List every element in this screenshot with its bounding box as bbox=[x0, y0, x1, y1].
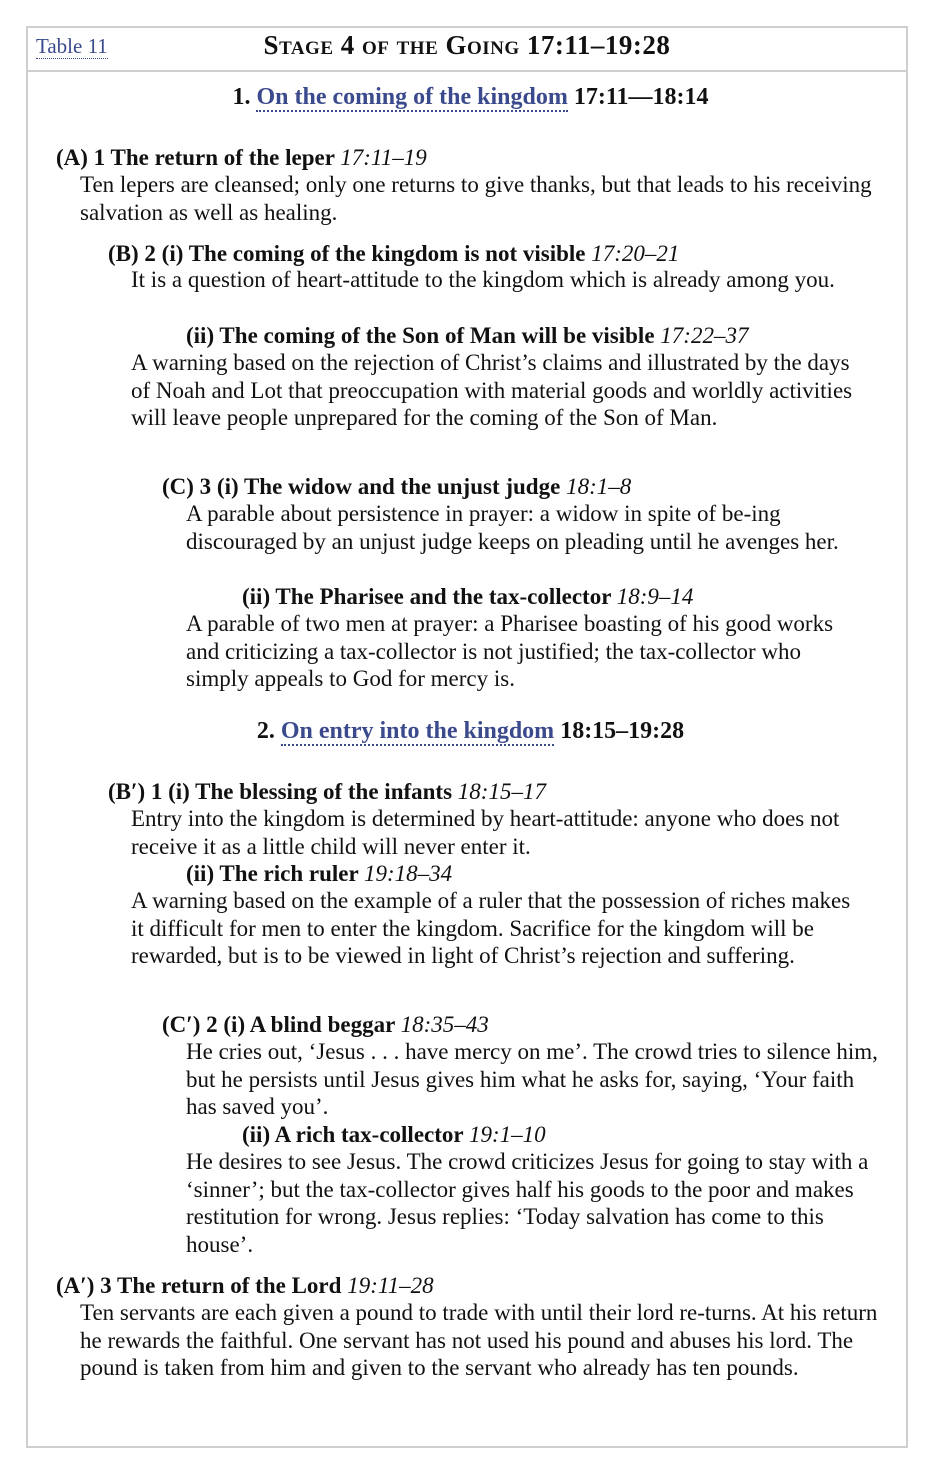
entry-bprime1-ref: 18:15–17 bbox=[457, 779, 546, 804]
section-2-number: 2. bbox=[256, 718, 275, 744]
table-title: Stage 4 of the Going 17:11–19:28 bbox=[263, 30, 671, 60]
entry-aprime-ref: 19:11–28 bbox=[347, 1273, 434, 1298]
entry-c2-heading bbox=[242, 583, 693, 610]
entry-aprime-heading bbox=[56, 1272, 434, 1299]
entry-b1-ref: 17:20–21 bbox=[591, 241, 680, 266]
entry-bprime1-title: (B′) 1 (i) The blessing of the infants bbox=[108, 779, 453, 804]
section-1-ref: 17:11—18:14 bbox=[573, 84, 709, 110]
entry-cprime2-ref: 19:1–10 bbox=[468, 1122, 546, 1147]
entry-a-text: Ten lepers are cleansed; only one returns to give thanks, but that leads to his receiving salvation as well as healing. bbox=[80, 172, 872, 225]
entry-cprime2-title: (ii) A rich tax-collector bbox=[242, 1122, 464, 1147]
section-1-number: 1. bbox=[232, 84, 251, 110]
entry-c2-ref: 18:9–14 bbox=[616, 584, 694, 609]
entry-b2-title: (ii) The coming of the Son of Man will be visible bbox=[186, 323, 655, 348]
entry-c1-text: A parable about persistence in prayer: a widow in spite of be-ing discouraged by an unjust judge keeps on pleading until he avenges her. bbox=[186, 501, 839, 554]
entry-c1-title: (C) 3 (i) The widow and the unjust judge bbox=[162, 474, 561, 499]
entry-b1-title: (B) 2 (i) The coming of the kingdom is not visible bbox=[108, 241, 586, 266]
entry-bprime2-text: A warning based on the example of a ruler that the possession of riches makes it difficult for men to enter the kingdom. Sacrifice for the kingdom will be rewarded, but is to be viewed in light of Christ’s rejection and suffering. bbox=[131, 888, 851, 969]
entry-b1-text: It is a question of heart-attitude to the kingdom which is already among you. bbox=[131, 267, 835, 292]
entry-b1-heading bbox=[108, 240, 679, 267]
entry-bprime2-heading bbox=[186, 860, 452, 887]
entry-cprime2-heading bbox=[242, 1121, 546, 1148]
entry-c1-heading bbox=[162, 473, 631, 500]
entry-c2-text: A parable of two men at prayer: a Pharisee boasting of his good works and criticizing a tax-collector is not justified; the tax-collector who simply appeals to God for mercy is. bbox=[186, 611, 834, 692]
entry-cprime1-title: (C′) 2 (i) A blind beggar bbox=[162, 1012, 395, 1037]
entry-aprime-title: (A′) 3 The return of the Lord bbox=[56, 1273, 342, 1298]
entry-c2-title: (ii) The Pharisee and the tax-collector bbox=[242, 584, 611, 609]
entry-a-heading bbox=[56, 144, 427, 171]
table-label-link[interactable]: Table 11 bbox=[36, 34, 108, 58]
section-1-heading bbox=[0, 84, 941, 111]
entry-bprime2-ref: 19:18–34 bbox=[364, 861, 453, 886]
entry-bprime1-text: Entry into the kingdom is determined by heart-attitude: anyone who does not receive it as a little child will never enter it. bbox=[131, 806, 840, 859]
table-header bbox=[28, 28, 906, 72]
section-2-ref: 18:15–19:28 bbox=[560, 718, 685, 744]
entry-cprime1-text: He cries out, ‘Jesus . . . have mercy on me’. The crowd tries to silence him, but he persists until Jesus gives him what he asks for, saying, ‘Your faith has saved you’. bbox=[186, 1039, 878, 1120]
entry-b2-heading bbox=[186, 322, 748, 349]
section-2-heading bbox=[0, 718, 941, 745]
entry-a-ref: 17:11–19 bbox=[340, 145, 427, 170]
section-2-link[interactable]: On entry into the kingdom bbox=[280, 718, 555, 744]
entry-bprime2-title: (ii) The rich ruler bbox=[186, 861, 359, 886]
entry-cprime2-text: He desires to see Jesus. The crowd criticizes Jesus for going to stay with a ‘sinner’; but the tax-collector gives half his goods to the poor and makes restitution for wrong. Jesus replies: ‘Today salvation has come to this house’. bbox=[186, 1149, 869, 1257]
entry-cprime1-ref: 18:35–43 bbox=[400, 1012, 489, 1037]
entry-a-title: (A) 1 The return of the leper bbox=[56, 145, 335, 170]
entry-b2-ref: 17:22–37 bbox=[660, 323, 749, 348]
section-1-link[interactable]: On the coming of the kingdom bbox=[256, 84, 568, 110]
entry-bprime1-heading bbox=[108, 778, 546, 805]
entry-b2-text: A warning based on the rejection of Christ’s claims and illustrated by the days of Noah and Lot that preoccupation with material goods and worldly activities will leave people unprepared for the coming of the Son of Man. bbox=[131, 350, 853, 431]
entry-aprime-text: Ten servants are each given a pound to trade with until their lord re-turns. At his return he rewards the faithful. One servant has not used his pound and abuses his lord. The pound is taken from him and given to the servant who already has ten pounds. bbox=[80, 1300, 878, 1381]
entry-c1-ref: 18:1–8 bbox=[566, 474, 632, 499]
entry-cprime1-heading bbox=[162, 1011, 489, 1038]
